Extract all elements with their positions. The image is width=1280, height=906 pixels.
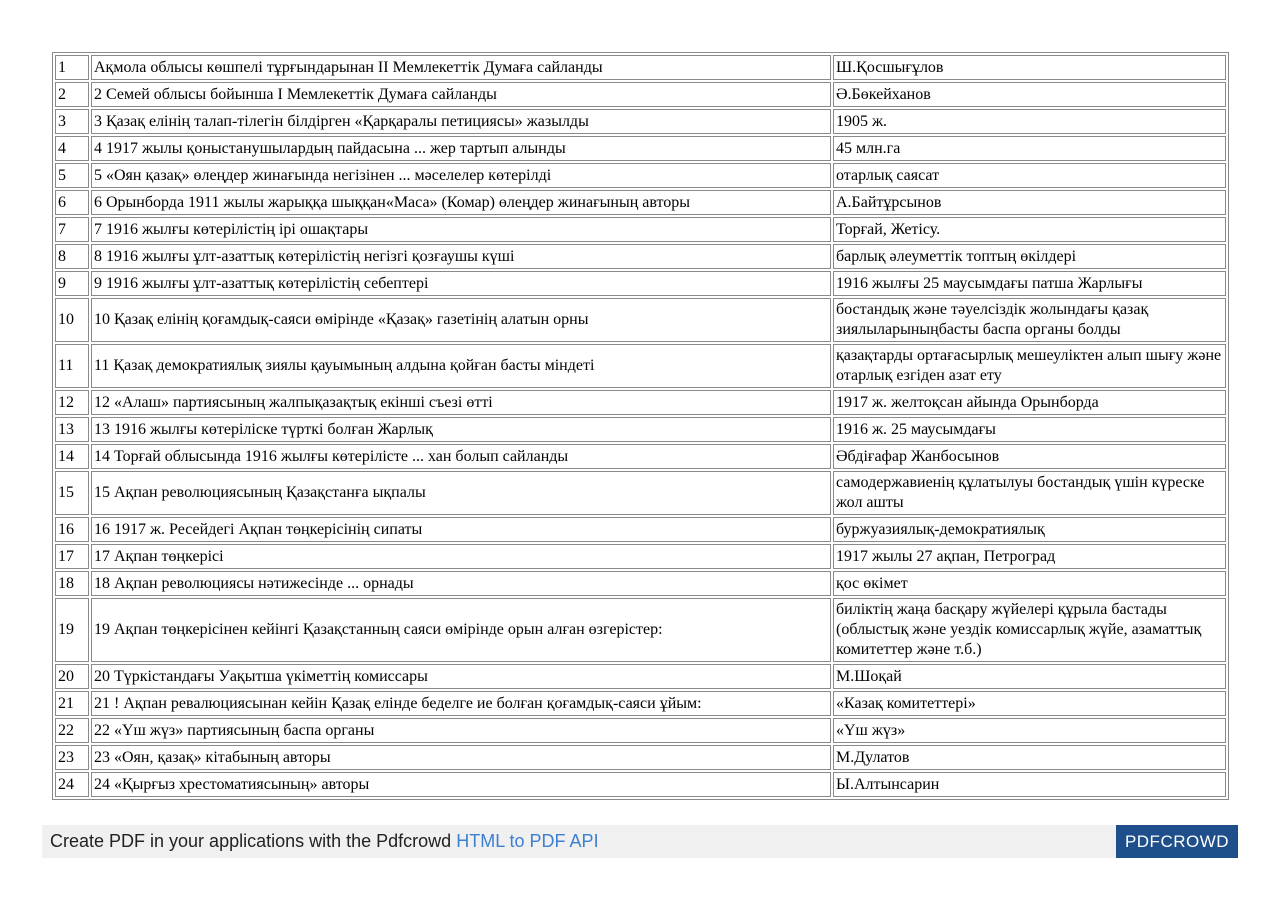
answer-cell: бостандық және тәуелсіздік жолындағы қазақ зиялыларыныңбасты баспа органы болды — [833, 298, 1226, 342]
answer-cell: 1917 ж. желтоқсан айында Орынборда — [833, 390, 1226, 415]
qa-table — [52, 52, 1229, 800]
question-cell: 14 Торғай облысында 1916 жылғы көтерілісте ... хан болып сайланды — [91, 444, 831, 469]
answer-cell: Ш.Қосшығұлов — [833, 55, 1226, 80]
row-number: 16 — [55, 517, 89, 542]
question-cell: 22 «Үш жүз» партиясының баспа органы — [91, 718, 831, 743]
answer-cell: Торғай, Жетісу. — [833, 217, 1226, 242]
question-cell: 2 Семей облысы бойынша І Мемлекеттік Думаға сайланды — [91, 82, 831, 107]
question-cell: Ақмола облысы көшпелі тұрғындарынан ІІ Мемлекеттік Думаға сайланды — [91, 55, 831, 80]
answer-cell: 1916 ж. 25 маусымдағы — [833, 417, 1226, 442]
row-number: 24 — [55, 772, 89, 797]
question-cell: 18 Ақпан революциясы нәтижесінде ... орнады — [91, 571, 831, 596]
row-number: 1 — [55, 55, 89, 80]
row-number: 6 — [55, 190, 89, 215]
row-number: 2 — [55, 82, 89, 107]
question-cell: 3 Қазақ елінің талап-тілегін білдірген «Қарқаралы петициясы» жазылды — [91, 109, 831, 134]
question-cell: 23 «Оян, қазақ» кітабының авторы — [91, 745, 831, 770]
table-row — [55, 136, 1226, 161]
answer-cell: буржуазиялық-демократиялық — [833, 517, 1226, 542]
question-cell: 6 Орынборда 1911 жылы жарыққа шыққан«Маса» (Комар) өлеңдер жинағының авторы — [91, 190, 831, 215]
table-row — [55, 109, 1226, 134]
row-number: 18 — [55, 571, 89, 596]
answer-cell: М.Дулатов — [833, 745, 1226, 770]
answer-cell: «Үш жүз» — [833, 718, 1226, 743]
table-row — [55, 718, 1226, 743]
table-row — [55, 444, 1226, 469]
answer-cell: қос өкімет — [833, 571, 1226, 596]
question-cell: 4 1917 жылы қоныстанушылардың пайдасына ... жер тартып алынды — [91, 136, 831, 161]
table-row — [55, 571, 1226, 596]
question-cell: 9 1916 жылғы ұлт-азаттық көтерілістің себептері — [91, 271, 831, 296]
row-number: 21 — [55, 691, 89, 716]
answer-cell: барлық әлеуметтік топтың өкілдері — [833, 244, 1226, 269]
html-to-pdf-api-link[interactable]: HTML to PDF API — [456, 831, 599, 851]
table-row — [55, 745, 1226, 770]
table-row — [55, 598, 1226, 662]
question-cell: 11 Қазақ демократиялық зиялы қауымының алдына қойған басты міндеті — [91, 344, 831, 388]
answer-cell: А.Байтұрсынов — [833, 190, 1226, 215]
question-cell: 19 Ақпан төңкерісінен кейінгі Қазақстанның саяси өмірінде орын алған өзгерістер: — [91, 598, 831, 662]
row-number: 14 — [55, 444, 89, 469]
question-cell: 10 Қазақ елінің қоғамдық-саяси өмірінде «Қазақ» газетінің алатын орны — [91, 298, 831, 342]
footer-message — [50, 831, 599, 852]
table-row — [55, 772, 1226, 797]
pdfcrowd-brand-button[interactable]: PDFCROWD — [1116, 825, 1238, 858]
answer-cell: 1905 ж. — [833, 109, 1226, 134]
answer-cell: Әбдіғафар Жанбосынов — [833, 444, 1226, 469]
answer-cell: «Казақ комитеттері» — [833, 691, 1226, 716]
answer-cell: М.Шоқай — [833, 664, 1226, 689]
answer-cell: қазақтарды ортағасырлық мешеуліктен алып шығу және отарлық езгіден азат ету — [833, 344, 1226, 388]
row-number: 17 — [55, 544, 89, 569]
row-number: 13 — [55, 417, 89, 442]
table-row — [55, 55, 1226, 80]
row-number: 15 — [55, 471, 89, 515]
row-number: 8 — [55, 244, 89, 269]
table-row — [55, 544, 1226, 569]
row-number: 10 — [55, 298, 89, 342]
question-cell: 5 «Оян қазақ» өлеңдер жинағында негізінен ... мәселелер көтерілді — [91, 163, 831, 188]
row-number: 3 — [55, 109, 89, 134]
row-number: 19 — [55, 598, 89, 662]
table-row — [55, 390, 1226, 415]
answer-cell: 45 млн.га — [833, 136, 1226, 161]
answer-cell: Ы.Алтынсарин — [833, 772, 1226, 797]
answer-cell: самодержавиенің құлатылуы бостандық үшін күреске жол ашты — [833, 471, 1226, 515]
answer-cell: 1916 жылғы 25 маусымдағы патша Жарлығы — [833, 271, 1226, 296]
document-page — [52, 52, 1229, 818]
table-row — [55, 298, 1226, 342]
answer-cell: 1917 жылы 27 ақпан, Петроград — [833, 544, 1226, 569]
answer-cell: Ә.Бөкейханов — [833, 82, 1226, 107]
table-row — [55, 471, 1226, 515]
qa-table-body — [55, 55, 1226, 797]
row-number: 4 — [55, 136, 89, 161]
question-cell: 16 1917 ж. Ресейдегі Ақпан төңкерісінің сипаты — [91, 517, 831, 542]
row-number: 22 — [55, 718, 89, 743]
footer-text: Create PDF in your applications with the Pdfcrowd — [50, 831, 452, 851]
question-cell: 13 1916 жылғы көтеріліске түрткі болған Жарлық — [91, 417, 831, 442]
table-row — [55, 417, 1226, 442]
question-cell: 20 Түркістандағы Уақытша үкіметтің комиссары — [91, 664, 831, 689]
row-number: 7 — [55, 217, 89, 242]
question-cell: 12 «Алаш» партиясының жалпықазақтық екінші съезі өтті — [91, 390, 831, 415]
row-number: 12 — [55, 390, 89, 415]
question-cell: 15 Ақпан революциясының Қазақстанға ықпалы — [91, 471, 831, 515]
table-row — [55, 244, 1226, 269]
table-row — [55, 664, 1226, 689]
question-cell: 7 1916 жылғы көтерілістің ірі ошақтары — [91, 217, 831, 242]
pdfcrowd-footer — [42, 825, 1238, 858]
table-row — [55, 217, 1226, 242]
table-row — [55, 190, 1226, 215]
table-row — [55, 344, 1226, 388]
row-number: 5 — [55, 163, 89, 188]
table-row — [55, 163, 1226, 188]
row-number: 11 — [55, 344, 89, 388]
question-cell: 24 «Қырғыз хрестоматиясының» авторы — [91, 772, 831, 797]
answer-cell: отарлық саясат — [833, 163, 1226, 188]
table-row — [55, 82, 1226, 107]
question-cell: 21 ! Ақпан ревалюциясынан кейін Қазақ елінде беделге ие болған қоғамдық-саяси ұйым: — [91, 691, 831, 716]
table-row — [55, 517, 1226, 542]
row-number: 9 — [55, 271, 89, 296]
answer-cell: биліктің жаңа басқару жүйелері құрыла бастады (облыстық және уездік комиссарлық жүйе, азаматтық комитеттер және т.б.) — [833, 598, 1226, 662]
table-row — [55, 271, 1226, 296]
question-cell: 17 Ақпан төңкерісі — [91, 544, 831, 569]
row-number: 23 — [55, 745, 89, 770]
question-cell: 8 1916 жылғы ұлт-азаттық көтерілістің негізгі қозғаушы күші — [91, 244, 831, 269]
table-row — [55, 691, 1226, 716]
row-number: 20 — [55, 664, 89, 689]
